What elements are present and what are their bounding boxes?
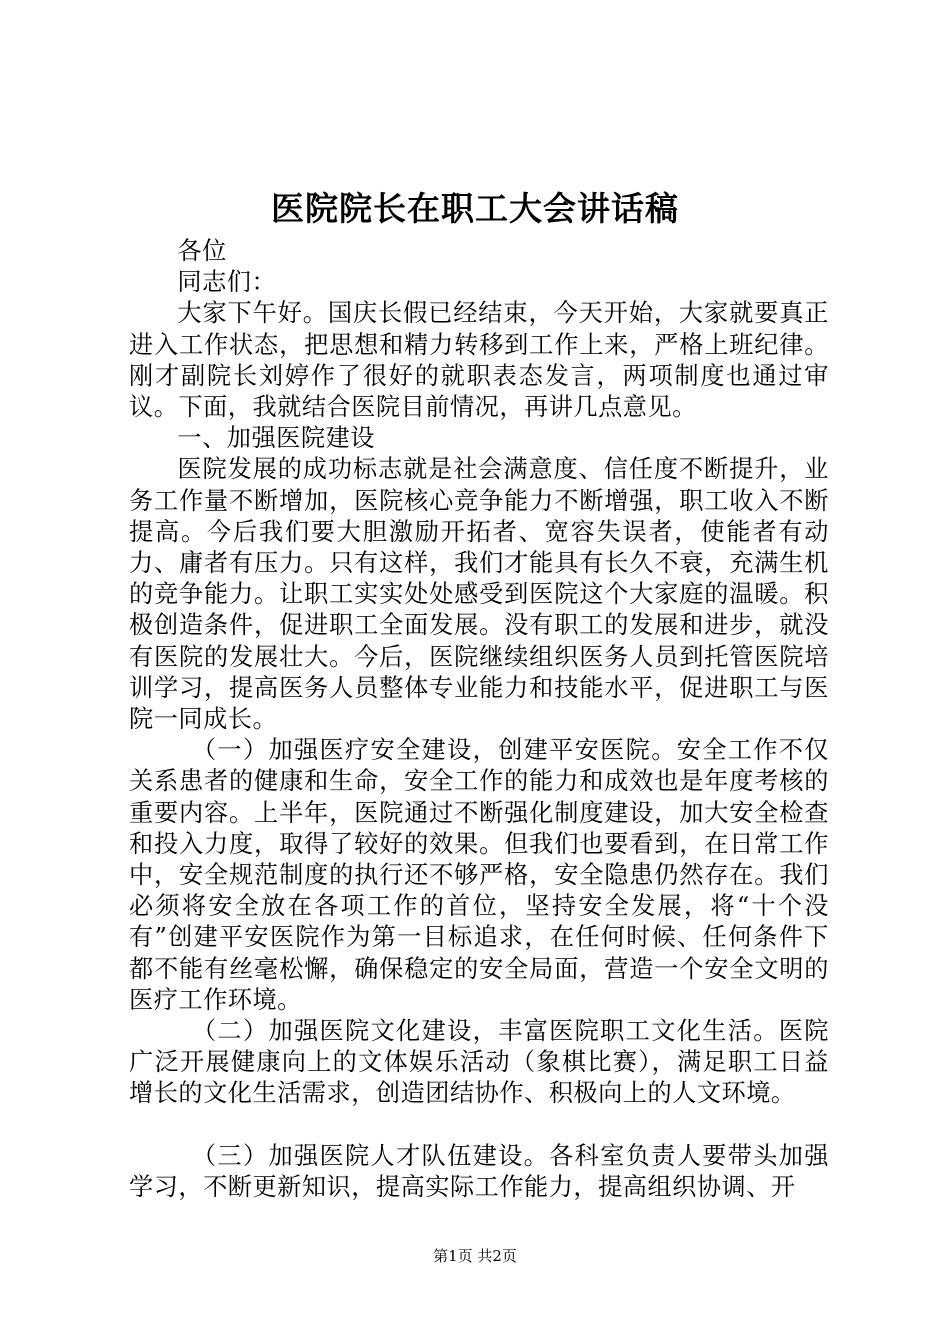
page-number-footer: 第1页 共2页: [433, 1247, 517, 1265]
section-heading-1: 一、加强医院建设: [177, 424, 375, 453]
paragraph-development: 医院发展的成功标志就是社会满意度、信任度不断提升，业务工作量不断增加，医院核心竞争能力不断增强，职工收入不断提高。今后我们要大胆激励开拓者、宽容失误者，使能者有动力、庸者有压力。只有这样，我们才能具有长久不衰，充满生机的竞争能力。让职工实实处处感受到医院这个大家庭的温暖。积极创造条件，促进职工全面发展。没有职工的发展和进步，就没有医院的发展壮大。今后，医院继续组织医务人员到托管医院培训学习，提高医务人员整体专业能力和技能水平，促进职工与医院一同成长。: [129, 455, 829, 734]
salutation-line-2: 同志们：: [177, 268, 277, 297]
paragraph-safety: （一）加强医疗安全建设，创建平安医院。安全工作不仅关系患者的健康和生命，安全工作的能力和成效也是年度考核的重要内容。上半年，医院通过不断强化制度建设，加大安全检查和投入力度，取得了较好的效果。但我们也要看到，在日常工作中，安全规范制度的执行还不够严格，安全隐患仍然存在。我们必须将安全放在各项工作的首位，坚持安全发展，将“十个没有”创建平安医院作为第一目标追求，在任何时候、任何条件下都不能有丝毫松懈，确保稳定的安全局面，营造一个安全文明的医疗工作环境。: [129, 736, 829, 1014]
paragraph-talent: （三）加强医院人才队伍建设。各科室负责人要带头加强学习，不断更新知识，提高实际工作能力，提高组织协调、开: [129, 1141, 829, 1201]
document-body: [129, 236, 829, 1203]
salutation-line-1: 各位: [177, 237, 227, 265]
document-title: 医院院长在职工大会讲话稿: [271, 189, 679, 228]
paragraph-opening: 大家下午好。国庆长假已经结束，今天开始，大家就要真正进入工作状态，把思想和精力转移到工作上来，严格上班纪律。刚才副院长刘婷作了很好的就职表态发言，两项制度也通过审议。下面，我就结合医院目前情况，再讲几点意见。: [129, 299, 829, 422]
paragraph-culture: （二）加强医院文化建设，丰富医院职工文化生活。医院广泛开展健康向上的文体娱乐活动（象棋比赛），满足职工日益增长的文化生活需求，创造团结协作、积极向上的人文环境。: [129, 1017, 829, 1108]
